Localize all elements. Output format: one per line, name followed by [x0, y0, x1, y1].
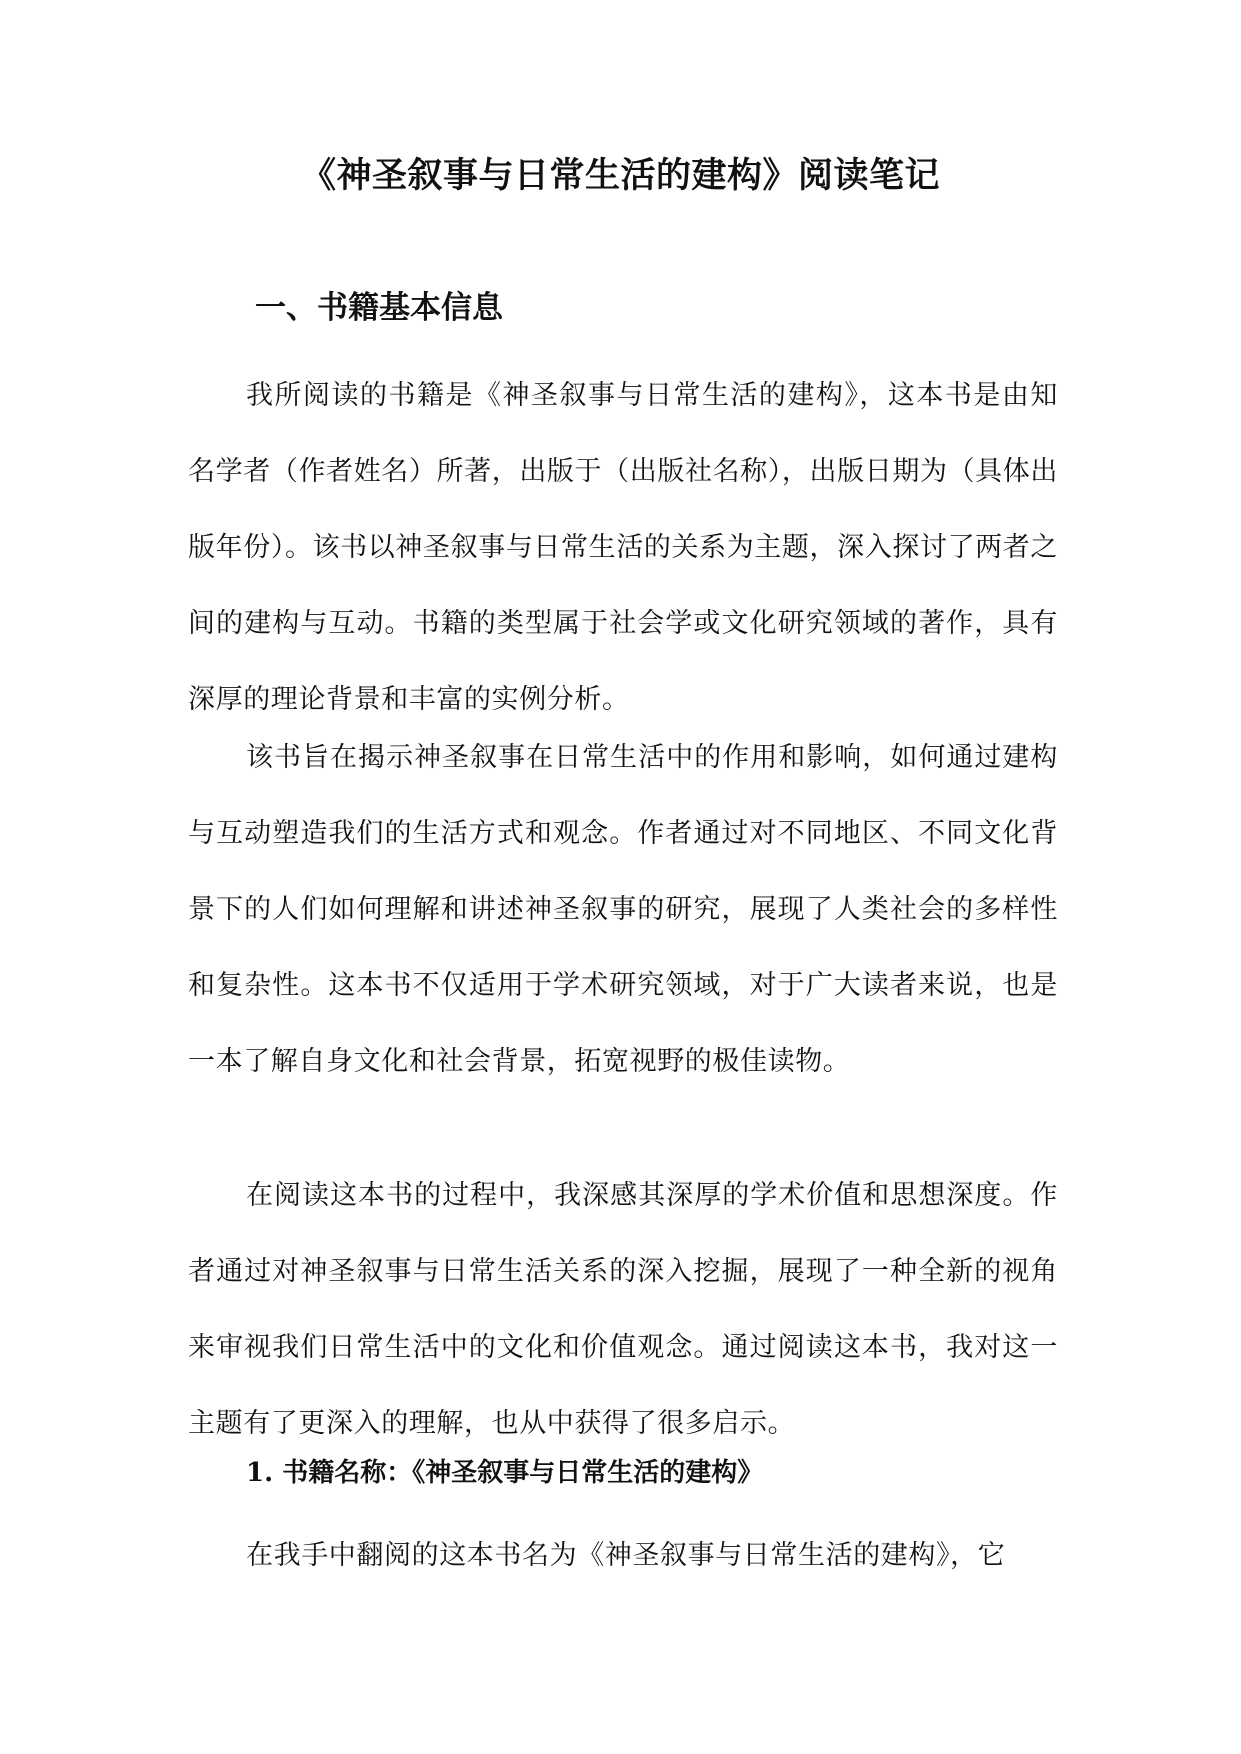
section-heading-book-info: 一、书籍基本信息 — [255, 290, 503, 326]
body-paragraph: 我所阅读的书籍是《神圣叙事与日常生活的建构》，这本书是由知名学者（作者姓名）所著，出版于（出版社名称），出版日期为（具体出版年份）。该书以神圣叙事与日常生活的关系为主题，深入探讨了两者之间的建构与互动。书籍的类型属于社会学或文化研究领域的著作，具有深厚的理论背景和丰富的实例分析。 — [188, 380, 1058, 715]
body-paragraph: 在我手中翻阅的这本书名为《神圣叙事与日常生活的建构》，它 — [246, 1540, 1006, 1571]
subsection-heading-book-name: 1. 书籍名称：《神圣叙事与日常生活的建构》 — [246, 1458, 764, 1488]
body-paragraph: 在阅读这本书的过程中，我深感其深厚的学术价值和思想深度。作者通过对神圣叙事与日常生活关系的深入挖掘，展现了一种全新的视角来审视我们日常生活中的文化和价值观念。通过阅读这本书，我对这一主题有了更深入的理解，也从中获得了很多启示。 — [188, 1180, 1058, 1439]
body-paragraph: 该书旨在揭示神圣叙事在日常生活中的作用和影响，如何通过建构与互动塑造我们的生活方式和观念。作者通过对不同地区、不同文化背景下的人们如何理解和讲述神圣叙事的研究，展现了人类社会的多样性和复杂性。这本书不仅适用于学术研究领域，对于广大读者来说，也是一本了解自身文化和社会背景，拓宽视野的极佳读物。 — [188, 742, 1058, 1077]
page-title: 《神圣叙事与日常生活的建构》阅读笔记 — [300, 155, 940, 196]
